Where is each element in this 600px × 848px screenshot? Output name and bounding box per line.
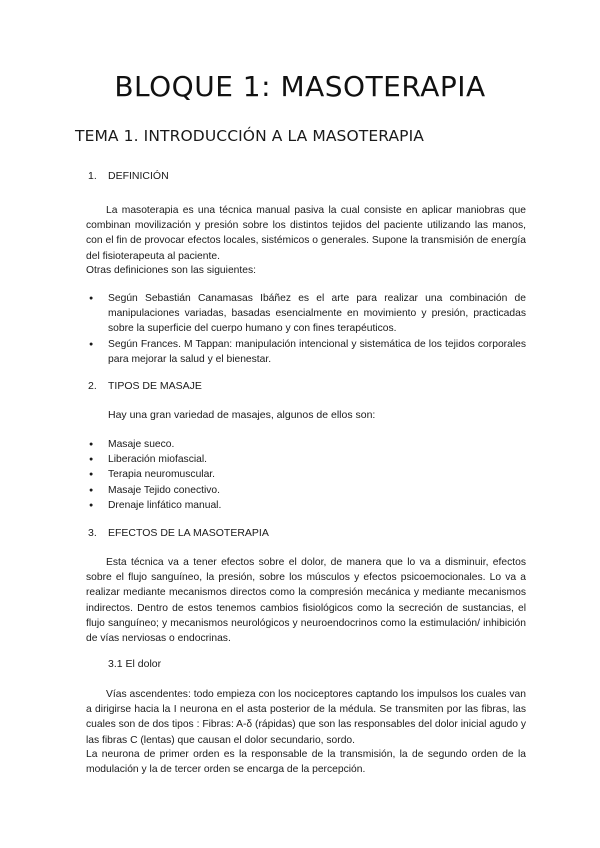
definitions-list [86,291,526,367]
list-item: ● Según Frances. M Tappan: manipulación intencional y sistemática de los tejidos corporales para mejorar la salud y el bienestar. [86,337,526,367]
section-heading-efectos [88,527,269,539]
list-item: ● Terapia neuromuscular. [86,467,526,482]
other-definitions-intro: Otras definiciones son las siguientes: [86,265,256,276]
list-item: ● Masaje sueco. [86,437,526,452]
section-heading-text: EFECTOS DE LA MASOTERAPIA [108,527,269,539]
list-item: ● Masaje Tejido conectivo. [86,483,526,498]
neuron-order-paragraph: La neurona de primer orden es la responsable de la transmisión, la de segundo orden de la modulación y la de tercer orden se encarga de la percepción. [86,749,526,776]
section-number: 1. [88,170,97,182]
section-heading-text: TIPOS DE MASAJE [108,380,202,392]
effects-paragraph: Esta técnica va a tener efectos sobre el dolor, de manera que lo va a disminuir, efectos sobre el flujo sanguíneo, la presión, sobre los músculos y efectos psicoemocionales. Lo va a realizar mediante mecanismos directos como la compresión mecánica y mediante mecanismos indirectos. Dentro de estos tenemos cambios fisiológicos como la secreción de sustancias, el flujo sanguíneo; y mecanismos neurológicos y neuroendocrinos como la estimulación/ inhibición de vías nerviosas o endocrinas. [86,557,526,645]
section-heading-definicion [88,170,169,182]
massage-types-intro: Hay una gran variedad de masajes, algunos de ellos son: [108,409,376,421]
section-number: 3. [88,527,97,539]
list-item: ● Drenaje linfático manual. [86,498,526,513]
section-heading-tipos [88,380,202,392]
section-number: 2. [88,380,97,392]
section-heading-text: DEFINICIÓN [108,170,169,182]
list-item: ● Liberación miofascial. [86,452,526,467]
topic-title: TEMA 1. INTRODUCCIÓN A LA MASOTERAPIA [75,127,424,145]
document-title: BLOQUE 1: MASOTERAPIA [114,70,486,103]
subsection-heading-dolor: 3.1 El dolor [108,658,162,670]
definition-paragraph: La masoterapia es una técnica manual pasiva la cual consiste en aplicar maniobras que combinan movilización y presión sobre los distintos tejidos del paciente utilizando las manos, con el fin de provocar efectos locales, sistémicos o generales. Supone la transmisión de energía del fisioterapeuta al paciente. [86,205,526,262]
pain-paragraph: Vías ascendentes: todo empieza con los nociceptores captando los impulsos los cuales van a dirigirse hacia la I neurona en el asta posterior de la médula. Se transmiten por las fibras, las cuales son de dos tipos : Fibras: A-δ (rápidas) que son las responsables del dolor inicial agudo y las fibras C (lentas) que causan el dolor secundario, sordo. [86,689,526,746]
massage-types-list [86,437,526,513]
list-item: ● Según Sebastián Canamasas Ibáñez es el arte para realizar una combinación de manipulaciones variadas, basadas esencialmente en movimiento y presión, practicadas sobre la superficie del cuerpo humano y con fines terapéuticos. [86,291,526,337]
